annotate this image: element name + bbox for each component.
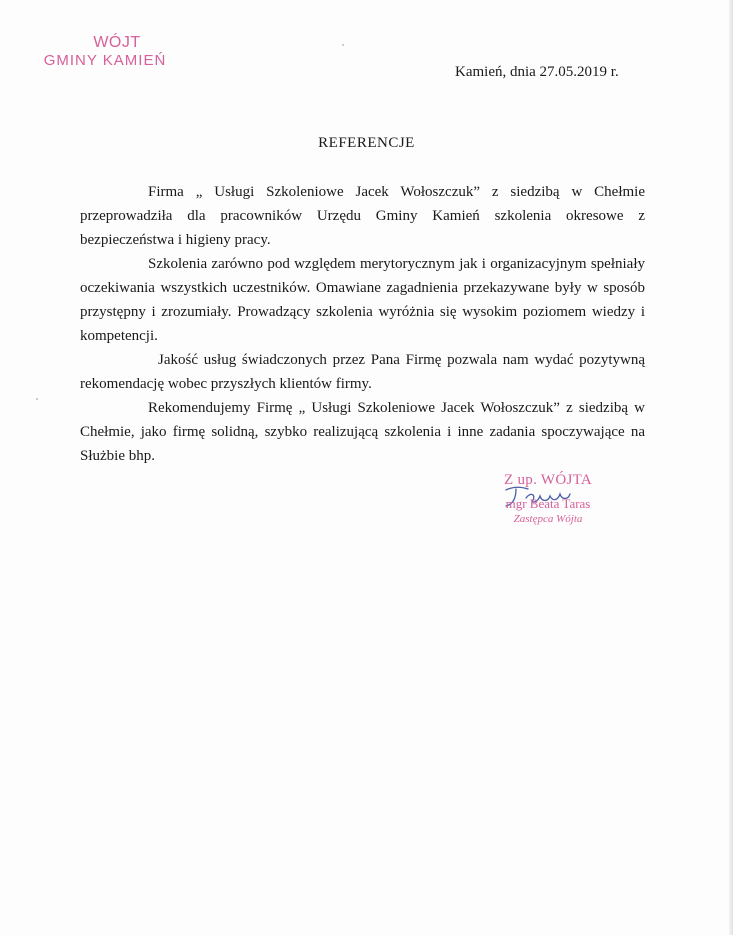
paragraph-3: Jakość usług świadczonych przez Pana Firmę pozwala nam wydać pozytywną rekomendację wobec przyszłych klientów firmy. [80,352,645,392]
letter-body [80,180,645,468]
signature-stamp-line1: Z up. WÓJTA [503,472,593,488]
header-stamp-line1: WÓJT [93,34,141,51]
paper-speck [36,398,38,400]
signature-stamp [478,470,618,526]
paragraph-4: Rekomendujemy Firmę „ Usługi Szkoleniowe Jacek Wołoszczuk” z siedzibą w Chełmie, jako firmę solidną, szybko realizującą szkolenia i inne zadania spoczywające na Służbie bhp. [80,400,645,464]
paper-speck [342,44,344,46]
signature-stamp-line2: mgr Beata Taras [505,496,591,511]
paragraph-1: Firma „ Usługi Szkoleniowe Jacek Wołoszczuk” z siedzibą w Chełmie przeprowadziła dla pracowników Urzędu Gminy Kamień szkolenia okresowe z bezpieczeństwa i higieny pracy. [80,184,645,248]
document-title: REFERENCJE [318,135,415,151]
signature-stamp-line3: Zastępca Wójta [513,513,583,525]
header-stamp [30,34,180,70]
header-stamp-line2: GMINY KAMIEŃ [43,52,167,69]
document-date: Kamień, dnia 27.05.2019 r. [455,64,619,80]
paragraph-2: Szkolenia zarówno pod względem merytorycznym jak i organizacyjnym spełniały oczekiwania wszystkich uczestników. Omawiane zagadnienia przekazywane były w sposób przystępny i zrozumiały. Prowadzący szkolenia wyróżnia się wysokim poziomem wiedzy i kompetencji. [80,256,645,344]
